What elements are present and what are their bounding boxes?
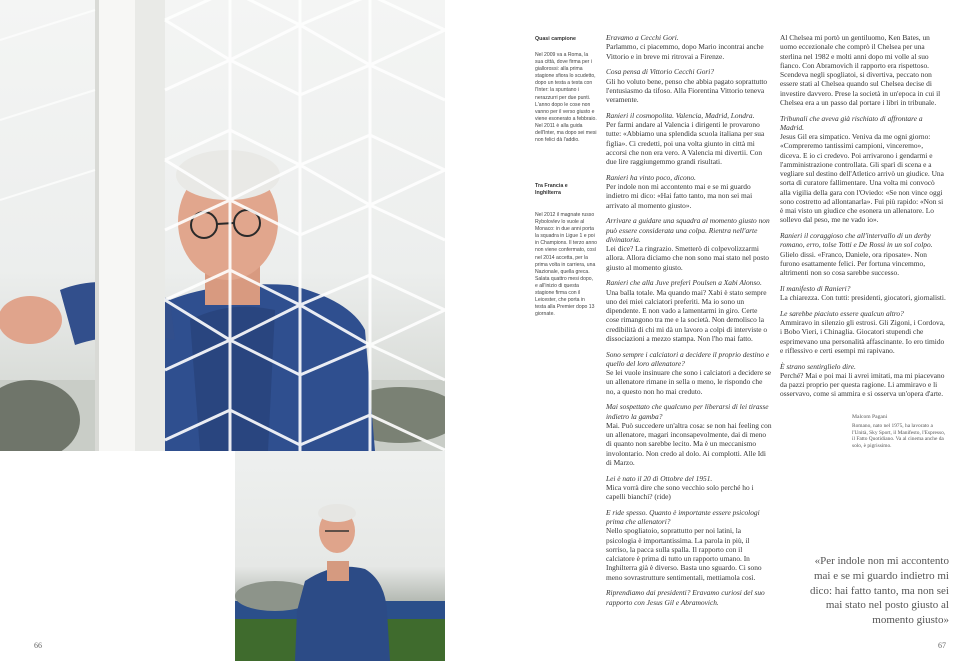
qa-block bbox=[780, 114, 946, 225]
qa-block bbox=[780, 231, 946, 277]
interview-question: Riprendiamo dai presidenti? Eravamo curiosi del suo rapporto con Jesus Gil e Abramovich. bbox=[606, 588, 765, 607]
qa-block bbox=[780, 309, 946, 355]
fullbody-photo-pitch bbox=[235, 451, 445, 661]
qa-block bbox=[606, 350, 772, 396]
interview-answer: Nello spogliatoio, soprattutto per noi latini, la psicologia è importantissima. La parola in più, il sorriso, la pacca sulla spalla. Il rapporto con il calciatore è prima di tutto un rapporto umano. In Inghilterra già è diverso. Basta uno sguardo. Ci sono meno sovrastrutture sentimentali, mettiamola così. bbox=[606, 526, 762, 582]
interview-question: Mai sospettato che qualcuno per liberarsi di lei tirasse indietro la gamba? bbox=[606, 402, 769, 421]
interview-question: Arrivare a guidare una squadra al momento giusto non può essere considerata una colpa. Rientra nell'arte divinatoria. bbox=[606, 216, 770, 244]
interview-question: Ranieri ha vinto poco, dicono. bbox=[606, 172, 696, 182]
qa-block bbox=[606, 588, 772, 607]
interview-column-1 bbox=[606, 33, 772, 613]
qa-block bbox=[606, 474, 772, 502]
page-number-right: 67 bbox=[938, 641, 946, 650]
interview-answer: Glielo dissi. «Franco, Daniele, ora riposate». Non furono esattamente felici. Per fortuna vincemmo, altrimenti non so cosa sarebbe successo. bbox=[780, 249, 927, 277]
interview-answer: Ammiravo in silenzio gli estrosi. Gli Zigoni, i Cordova, i Bobo Vieri, i Chinaglia. Giocatori stupendi che esprimevano una personalità affascinante. Io ero timido e riflessivo e certi esempi mi rapivano. bbox=[780, 318, 945, 355]
interview-question: E ride spesso. Quanto è importante essere psicologi prima che allenatori? bbox=[606, 507, 760, 526]
author-bio: Romano, nato nel 1975, ha lavorato a l'Unità, Sky Sport, il Manifesto, l'Espresso, il Fatto Quotidiano. Va al cinema anche da solo, è pigrissimo. bbox=[852, 423, 946, 449]
interview-question: È strano sentirglielo dire. bbox=[780, 361, 856, 371]
interview-answer: Lei dice? La ringrazio. Smetterò di colpevolizzarmi allora. Allora diciamo che non sono mai stato nel posto giusto al momento giusto. bbox=[606, 244, 769, 272]
interview-question: Cosa pensa di Vittorio Cecchi Gori? bbox=[606, 67, 715, 77]
interview-question: Sono sempre i calciatori a decidere il proprio destino e quello del loro allenatore? bbox=[606, 349, 770, 368]
interview-question: Eravamo a Cecchi Gori. bbox=[606, 33, 679, 42]
interview-answer: Perché? Mai e poi mai li avrei imitati, ma mi piacevano da pazzi proprio per questa ragione. Li ammiravo e li osservavo, come si ammira e si osserva un'opera d'arte. bbox=[780, 370, 945, 399]
qa-block bbox=[780, 284, 946, 303]
sidebar-text-1: Nel 2009 va a Roma, la sua città, dove firma per i giallorossi: alla prima stagione sfiora lo scudetto, dopo un testa a testa con l'Inter: la spuntano i nerazzurri per due punti. L'anno dopo le cose non vanno per il verso giusto e viene esonerato a febbraio. Nel 2011 è alla guida dell'Inter, ma dopo sei mesi non felici dà l'addio. bbox=[535, 52, 597, 144]
interview-column-2 bbox=[780, 33, 946, 405]
qa-block bbox=[606, 402, 772, 467]
sidebar-text-2: Nel 2012 il magnate russo Rybolovlev lo vuole al Monaco: in due anni porta la squadra in Ligue 1 e poi in Champions. Il terzo anno non viene confermato, così nel 2014 accetta, per la prima volta in carriera, una Nazionale, quella greca. Salata quattro mesi dopo, e all'inizio di questa stagione firma con il Leicester, che porta in testa alla Premier dopo 13 giornate. bbox=[535, 212, 598, 318]
interview-answer: Gli ho voluto bene, penso che abbia pagato soprattutto l'entusiasmo da tifoso. Alla Fiorentina Vittorio teneva veramente. bbox=[606, 76, 768, 104]
qa-block bbox=[606, 67, 772, 104]
interview-answer: Per farmi andare al Valencia i dirigenti le provarono tutte: «Abbiamo una splendida scuola italiana per sua figlia». Ci credetti, poi una volta giunto in città mi accorsi che non era vero. A Valencia mi divertii. Con due lire raggiungemmo grandi risultati. bbox=[606, 120, 765, 166]
interview-answer: Una balla totale. Ma quando mai? Xabi è stato sempre uno dei miei calciatori preferiti. Ma io sono un dipendente. E non vado a lamentarmi in giro. Certe cose rimangono tra me e la società. Non demolisco la credibilità di chi mi dà un lavoro a colpi di interviste o dissociazioni a mezzo stampa. Non l'ho mai fatto. bbox=[606, 287, 768, 343]
qa-block bbox=[606, 508, 772, 582]
interview-question: Tribunali che aveva già rischiato di affrontare a Madrid. bbox=[780, 113, 923, 132]
interview-answer: Mica vorrà dire che sono vecchio solo perché ho i capelli bianchi? (ride) bbox=[606, 482, 754, 501]
interview-answer: Parlammo, ci piacemmo, dopo Mario incontrai anche Vittorio e in breve mi ritrovai a Firenze. bbox=[606, 42, 764, 61]
interview-answer: Mai. Può succedere un'altra cosa: se non hai feeling con un allenatore, magari inconsapevolmente, dai di meno di quanto non sarebbe lecito. Ma è un meccanismo involontario. Non credo al dolo. Ai complotti. Alle Idi di Marzo. bbox=[606, 420, 772, 467]
interview-answer: La chiarezza. Con tutti: presidenti, giocatori, giornalisti. bbox=[780, 293, 946, 302]
interview-question: Il manifesto di Ranieri? bbox=[780, 283, 851, 293]
sidebar-heading-1: Quasi campione bbox=[535, 36, 576, 42]
portrait-photo-goal-net bbox=[0, 0, 445, 451]
qa-block bbox=[606, 216, 772, 272]
qa-block bbox=[606, 173, 772, 210]
qa-block bbox=[780, 362, 946, 399]
page-number-left: 66 bbox=[34, 641, 42, 650]
interview-question: Ranieri il cosmopolita. Valencia, Madrid, Londra. bbox=[606, 110, 755, 120]
interview-answer: Al Chelsea mi portò un gentiluomo, Ken Bates, un uomo eccezionale che comprò il Chelsea per una sterlina nel 1982 e molti anni dopo mi volle al suo fianco. Con Abramovich il rapporto era rispettoso. Scendeva negli spogliatoi, si divertiva, peccato non essere stati al Chelsea quando sul Chelsea decise di investire davvero. Prese la società in un'epoca in cui il Chelsea era a un passo dal portare i libri in tribunale. bbox=[780, 33, 941, 107]
interview-question: Le sarebbe piaciuto essere qualcun altro? bbox=[780, 308, 904, 318]
portrait-photo-art bbox=[0, 0, 445, 451]
interview-answer: Se lei vuole insinuare che sono i calciatori a decidere se un allenatore rimane in sella o meno, le rispondo che no, a questo non ho mai creduto. bbox=[606, 368, 771, 396]
interview-question: Ranieri il coraggioso che all'intervallo di un derby romano, erro, tolse Totti e De Rossi in un sol colpo. bbox=[780, 231, 933, 250]
author-name: Malcom Pagani bbox=[852, 414, 888, 420]
interview-question: Lei è nato il 20 di Ottobre del 1951. bbox=[606, 473, 713, 483]
sidebar-heading-2: Tra Francia e Inghilterra bbox=[535, 183, 568, 196]
qa-block bbox=[606, 111, 772, 167]
left-page bbox=[0, 0, 445, 661]
qa-block bbox=[606, 278, 772, 343]
interview-question: Ranieri che alla Juve preferì Poulsen a Xabi Alonso. bbox=[606, 278, 762, 288]
fullbody-photo-art bbox=[235, 451, 445, 661]
interview-answer: Jesus Gil era simpatico. Veniva da me ogni giorno: «Compreremo tantissimi campioni, vinceremo», diceva. E io ci credevo. Poi arrivarono i gendarmi e l'amministrazione controllata. Gli sparì di scena e a vegliare sul destino dell'Atletico arrivò un giudice. Una sorta di curatore fallimentare. Una volta mi convocò alla vigilia della gara con l'Oviedo: «Se non vince oggi sono costretto ad allontanarla». Fui più rapido: «Non si è mai visto un giudice che esonera un allenatore. Lo sollevo dal peso, me ne vado io». bbox=[780, 132, 944, 225]
qa-block bbox=[606, 33, 772, 61]
interview-answer: Per indole non mi accontento mai e se mi guardo indietro mi dico: «Hai fatto tanto, ma non sei mai arrivato al momento giusto». bbox=[606, 182, 753, 210]
qa-block bbox=[780, 33, 946, 107]
pull-quote: «Per indole non mi accontento mai e se mi guardo indietro mi dico: hai fatto tanto, ma non sei mai stato nel posto giusto al momento giusto» bbox=[810, 555, 949, 627]
